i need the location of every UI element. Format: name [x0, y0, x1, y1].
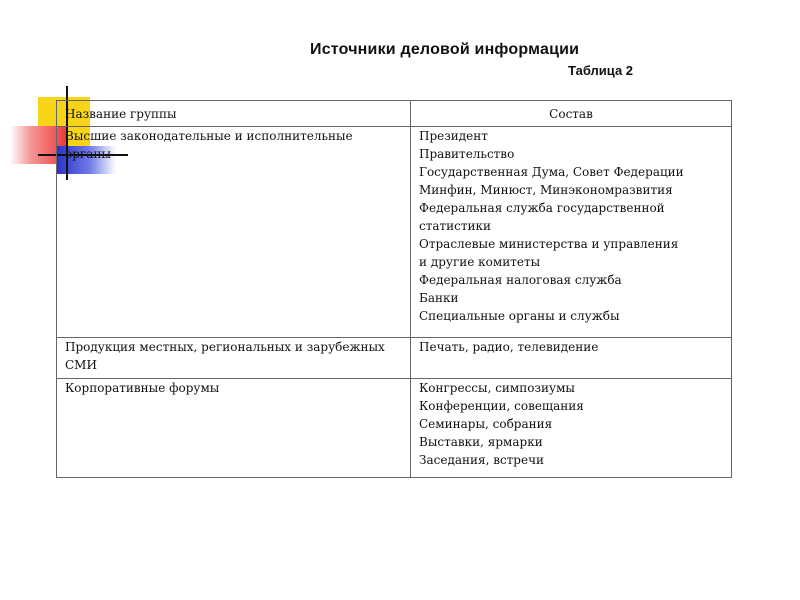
list-item: Печать, радио, телевидение — [419, 340, 599, 354]
list-item: Выставки, ярмарки — [419, 435, 543, 449]
group-cell: Корпоративные форумы — [57, 379, 411, 478]
list-item: Государственная Дума, Совет Федерации — [419, 165, 684, 179]
list-item: Заседания, встречи — [419, 453, 545, 467]
list-item: Семинары, собрания — [419, 417, 553, 431]
composition-cell — [411, 338, 732, 379]
list-item: Правительство — [419, 147, 515, 161]
list-item: и другие комитеты — [419, 255, 541, 269]
list-item: Конференции, совещания — [419, 399, 584, 413]
table-row — [57, 379, 732, 478]
page-title: Источники деловой информации — [310, 41, 580, 58]
composition-cell — [411, 127, 732, 338]
list-item: Специальные органы и службы — [419, 309, 620, 323]
table-header-row — [57, 101, 732, 127]
table-caption: Таблица 2 — [568, 63, 634, 78]
info-sources-table — [56, 100, 732, 478]
composition-cell — [411, 379, 732, 478]
group-cell: Продукция местных, региональных и зарубежных СМИ — [57, 338, 411, 379]
list-item: Федеральная налоговая служба — [419, 273, 622, 287]
header-composition: Состав — [411, 101, 732, 127]
list-item: статистики — [419, 219, 492, 233]
table-row — [57, 127, 732, 338]
list-item: Банки — [419, 291, 459, 305]
table-row — [57, 338, 732, 379]
header-group-name: Название группы — [57, 101, 411, 127]
group-cell: Высшие законодательные и исполнительные органы — [57, 127, 411, 338]
list-item: Минфин, Минюст, Минэкономразвития — [419, 183, 673, 197]
list-item: Федеральная служба государственной — [419, 201, 665, 215]
list-item: Конгрессы, симпозиумы — [419, 381, 575, 395]
list-item: Отраслевые министерства и управления — [419, 237, 679, 251]
list-item: Президент — [419, 129, 488, 143]
